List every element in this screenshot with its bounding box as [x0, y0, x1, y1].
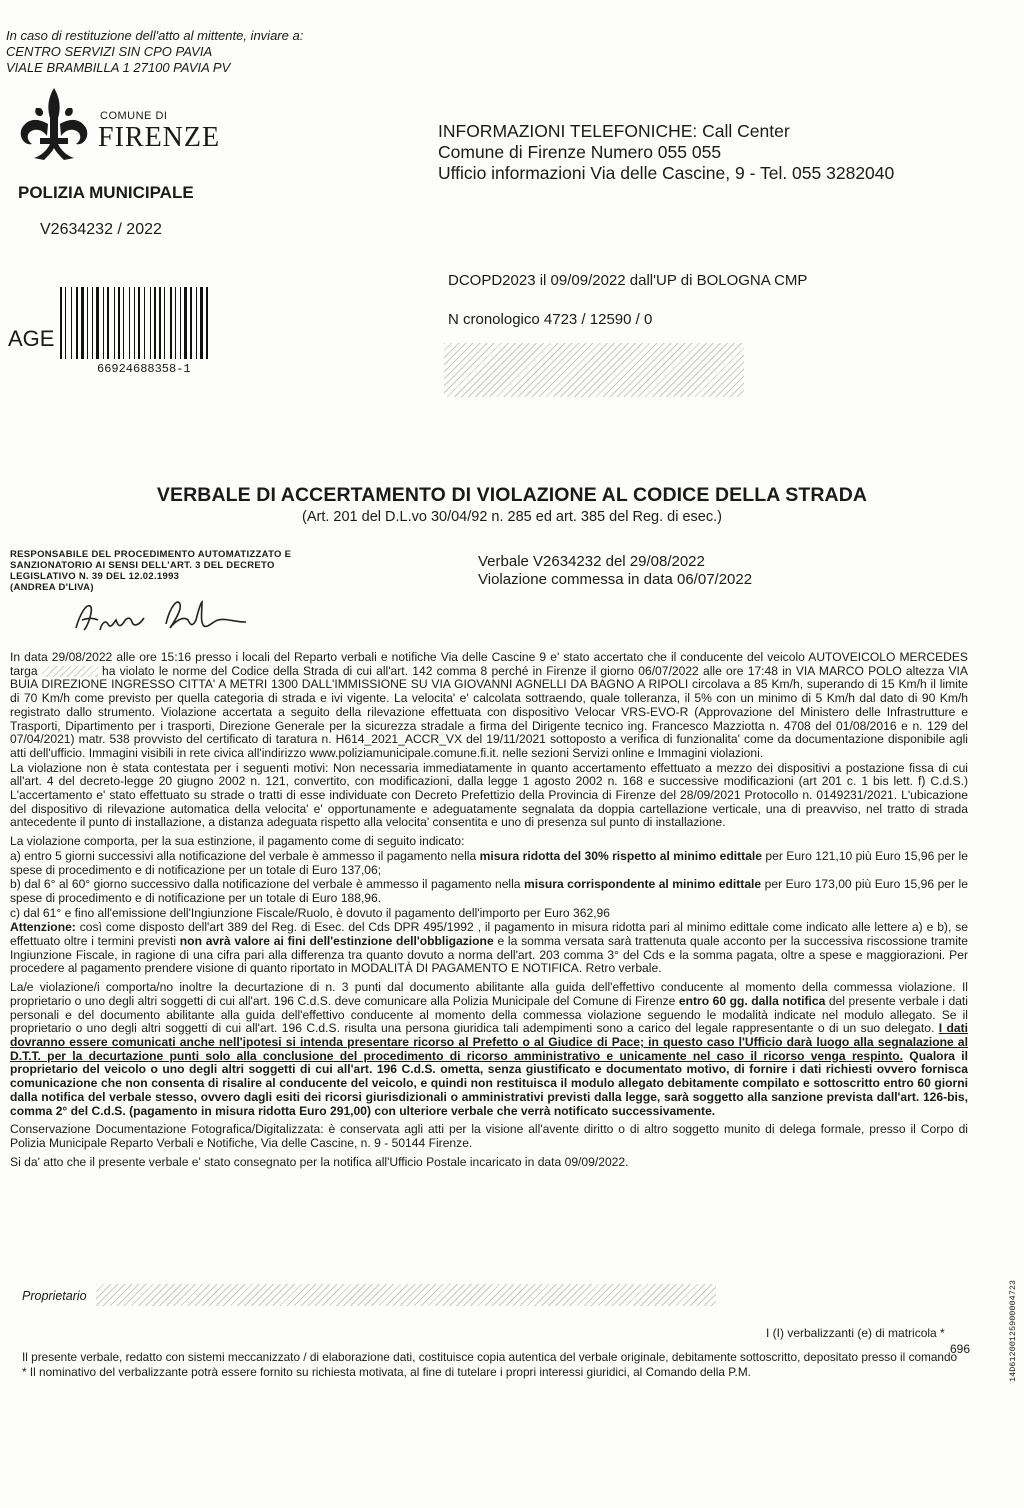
barcode-bar [114, 287, 115, 359]
document-title: VERBALE DI ACCERTAMENTO DI VIOLAZIONE AL CODICE DELLA STRADA [156, 484, 868, 506]
barcode-bar [110, 287, 113, 359]
barcode-bar [175, 287, 176, 359]
barcode-number: 66924688358-1 [97, 362, 191, 376]
officers-label: I (I) verbalizzanti (e) di matricola * [766, 1326, 945, 1340]
barcode-bar [71, 287, 72, 359]
barcode-bar [107, 287, 109, 359]
barcode-bar [198, 287, 199, 359]
document-subtitle: (Art. 201 del D.L.vo 30/04/92 n. 285 ed art. 385 del Reg. di esec.) [302, 509, 722, 525]
footer-note-1: Il presente verbale, redatto con sistemi meccanizzato / di elaborazione dati, costituisce copia autentica del verbale originale, debitamente sottoscritto, depositato presso il comando [22, 1350, 958, 1364]
barcode-bar [134, 287, 135, 359]
barcode-bar [94, 287, 95, 359]
barcode-bar [173, 287, 174, 359]
barcode-bar [63, 287, 64, 359]
signature [70, 592, 250, 638]
barcode-bar [152, 287, 153, 359]
barcode-bar [118, 287, 120, 359]
body-paragraph-1: In data 29/08/2022 alle ore 15:16 presso i locali del Reparto verbali e notifiche Via delle Cascine 9 e' stato accertato che il conducente del veicolo AUTOVEICOLO MERCEDES targa ha violato le norme del Codice della Strada di cui all'art. 142 comma 8 perché in Firenze il giorno 06/07/2022 alle ore 17:48 in VIA MARCO POLO altezza VIA BUIA DIREZIONE INGRESSO CITTA' A METRI 1300 DALL'IMMISSIONE SU VIA GIOVANNI AGNELLI DA BAGNO A RIPOLI circolava a 85 Km/h, superando di 15 Km/h il limite di 70 Km/h come previsto per quella categoria di strada e ivi vigente. La velocita' e' calcolata sottraendo, quale tolleranza, il 5% con un minimo di 5 Km/h dal dato di 90 Km/h registrato dallo strumento. Violazione accertata a seguito della rilevazione effettuata con dispositivo Velocar VRS-EVO-R (Approvazione del Ministero delle Infrastrutture e Trasporti, Dipartimento per i trasporti, Direzione Generale per la sicurezza stradale a firma del Dirigente tecnico ing. Francesco Mazziotta n. 4708 del 01/08/2016 e n. 129 del 07/04/2021) matr. 538 provvisto del certificato di taratura n. H614_2021_ACCR_VX del 19/11/2021 sottoposto a verifica di funzionalita' come da documentazione disponibile agli atti dell'ufficio. Immagini visibili in rete civica all'indirizzo www.poliziamunicipale.comune.fi.it. nelle sezioni Servizi online e Immagini violazioni. [10, 650, 968, 760]
barcode-bar [116, 287, 117, 359]
footer-note-2: * Il nominativo del verbalizzante potrà essere fornito su richiesta motivata, al fine di tutelare i propri interessi giuridici, al Comando della P.M. [22, 1364, 751, 1379]
payment-intro: La violazione comporta, per la sua estinzione, il pagamento come di seguito indicato: [10, 834, 465, 849]
barcode-bar [144, 287, 145, 359]
return-address [6, 28, 303, 76]
chronological-number: N cronologico 4723 / 12590 / 0 [448, 311, 653, 328]
body-paragraph-2: La violazione non è stata contestata per i seguenti motivi: Non necessaria immediatamente in quanto accertamento effettuato a mezzo dei dispositivi a postazione fissa di cui all'art. 4 del decreto-legge 20 giugno 2002 n. 121, convertito, con modificazioni, dalla legge 1 agosto 2002 n. 168 e successive modificazioni (art 201 c. 1 bis lett. f) C.d.S.) L'accertamento e' stato effettuato su strade o tratti di esse individuate con Decreto Prefettizio della Provincia di Firenze del 28/09/2021 Protocollo n. 0149231/2021. L'ubicazione del dispositivo di rilevazione automatica della velocita' e' opportunamente e adeguatamente segnalata da doppia cartellazione verticale, una di preavviso, nel tratto di strada antecedente il punto di installazione, a distanza adeguata rispetto alla velocita' consentita e uno di presenza sul punto di installazione. [10, 760, 968, 830]
logo-comune-di: COMUNE DI [100, 110, 168, 122]
barcode-bar [87, 287, 88, 359]
barcode-bar [159, 287, 161, 359]
barcode-bar [136, 287, 137, 359]
barcode-bar [76, 287, 78, 359]
barcode-bar [150, 287, 151, 359]
barcode-bar [206, 287, 208, 359]
barcode-bar [204, 287, 205, 359]
barcode-bar [67, 287, 70, 359]
phone-info [438, 121, 894, 184]
barcode-bar [92, 287, 93, 359]
responsible-officer [10, 549, 340, 593]
owner-label: Proprietario [22, 1289, 87, 1303]
barcode-bar [164, 287, 165, 359]
footer-notes [22, 1351, 980, 1380]
postal-delivery: Si da' atto che il presente verbale e' stato consegnato per la notifica all'Ufficio Postale incaricato in data 09/09/2022. [10, 1154, 629, 1169]
verbale-body [10, 651, 968, 1170]
badge-number: 696 [950, 1342, 971, 1356]
photo-documentation: Conservazione Documentazione Fotografica/Digitalizzata: è conservata agli atti per la visione all'avente diritto o di altro soggetto munito di delega formale, presso il Corpo di Polizia Municipale Reparto Verbali e Notifiche, Via delle Cascine, n. 9 - 50144 Firenze. [10, 1122, 968, 1150]
payment-option-b: b) dal 6° al 60° giorno successivo dalla notificazione del verbale è ammesso il pagamento nella misura corrispondente al minimo edittale per Euro 173,00 più Euro 15,96 per le spese di procedimento e di notificazione per un totale di Euro 188,96. [10, 877, 968, 905]
barcode-bar [105, 287, 106, 359]
phone-info-line-1: INFORMAZIONI TELEFONICHE: Call Center [438, 121, 790, 141]
barcode-bar [65, 287, 66, 359]
barcode-bar [138, 287, 140, 359]
responsible-line-2: SANZIONATORIO AI SENSI DELL'ART. 3 DEL DECRETO [10, 560, 275, 571]
payment-option-c: c) dal 61° e fino all'emissione dell'Ingiunzione Fiscale/Ruolo, è dovuto il pagamento dell'importo per Euro 362,96 [10, 905, 611, 920]
barcode-bar [182, 287, 183, 359]
barcode-bar [170, 287, 172, 359]
barcode-bar [100, 287, 102, 359]
fleur-de-lis-icon [14, 84, 94, 164]
return-address-intro: In caso di restituzione dell'atto al mittente, inviare a: [6, 28, 304, 43]
barcode-bar [141, 287, 143, 359]
barcode-bar [157, 287, 158, 359]
redacted-owner [96, 1284, 716, 1306]
barcode-bar [166, 287, 169, 359]
responsible-line-3: LEGISLATIVO N. 39 DEL 12.02.1993 [10, 571, 180, 582]
verbale-details [478, 553, 752, 589]
age-label: AGE [8, 326, 55, 351]
barcode-bar [81, 287, 84, 359]
redacted-plate [42, 666, 98, 677]
barcode-bar [129, 287, 130, 359]
logo-firenze: FIRENZE [98, 122, 221, 153]
barcode-bar [162, 287, 163, 359]
phone-info-line-3: Ufficio informazioni Via delle Cascine, 9 - Tel. 055 3282040 [438, 163, 895, 183]
barcode-bar [209, 287, 210, 359]
verbale-number: Verbale V2634232 del 29/08/2022 [478, 553, 705, 570]
department-name: POLIZIA MUNICIPALE [18, 183, 194, 202]
responsible-line-4: (ANDREA D'LIVA) [10, 582, 94, 593]
violation-date: Violazione commessa in data 06/07/2022 [478, 571, 753, 588]
barcode-bar [177, 287, 179, 359]
redacted-address-block [444, 343, 744, 397]
dcopd-reference: DCOPD2023 il 09/09/2022 dall'UP di BOLOGNA CMP [448, 272, 808, 289]
barcode-bar [154, 287, 156, 359]
points-deduction: La/e violazione/i comporta/no inoltre la decurtazione di n. 3 punti dal documento abilitante alla guida dell'effettivo conducente al momento della commessa violazione. Il proprietario o uno degli altri soggetti di cui all'art. 196 C.d.S. deve comunicare alla Polizia Municipale del Comune di Firenze entro 60 gg. dalla notifica del presente verbale i dati personali e del documento abilitante alla guida dell'effettivo conducente al momento della commessa violazione seguendo le modalità indicate nel modulo allegato. Se il proprietario o uno degli altri soggetti di cui all'art. 196 C.d.S. risulta una persona giuridica tali adempimenti sono a carico del legale rappresentante o di un suo delegato. I dati dovranno essere comunicati anche nell'ipotesi si intenda presentare ricorso al Prefetto o al Giudice di Pace; in questo caso l'Ufficio darà luogo alla segnalazione al D.T.T. per la decurtazione punti solo alla conclusione del procedimento di ricorso amministrativo e unicamente nel caso il ricorso venga respinto. Qualora il proprietario del veicolo o uno degli altri soggetti di cui all'art. 196 C.d.S. ometta, senza giustificato e documentato motivo, di fornire i dati richiesti ovvero fornisca comunicazione che non consenta di risalire al conducente del veicolo, e quindi non restituisca il modulo allegato debitamente compilato e sottoscritto entro 60 giorni dalla notifica del verbale stesso, ovvero dagli esiti dei ricorsi giurisdizionali o amministrativi previsti dalla legge, sarà soggetto alla sanzione prevista dall'art. 126-bis, comma 2° del C.d.S. (pagamento in misura ridotta Euro 291,00) con ulteriore verbale che verrà notificato successivamente. [10, 980, 968, 1118]
return-address-street: VIALE BRAMBILLA 1 27100 PAVIA PV [6, 60, 231, 75]
barcode-bar [180, 287, 181, 359]
barcode-bar [188, 287, 189, 359]
comune-firenze-logo [14, 84, 224, 164]
return-address-name: CENTRO SERVIZI SIN CPO PAVIA [6, 44, 213, 59]
barcode-bar [89, 287, 91, 359]
barcode-bar [193, 287, 195, 359]
barcode-bar [121, 287, 122, 359]
barcode-bar [123, 287, 124, 359]
barcode-bar [73, 287, 75, 359]
document-number: V2634232 / 2022 [40, 221, 162, 238]
phone-info-line-2: Comune di Firenze Numero 055 055 [438, 142, 722, 162]
barcode-bar [131, 287, 133, 359]
barcode-bar [96, 287, 99, 359]
barcode-bar [103, 287, 104, 359]
payment-option-a: a) entro 5 giorni successivi alla notificazione del verbale è ammesso il pagamento nella misura ridotta del 30% rispetto al minimo edittale per Euro 121,10 più Euro 15,96 per le spese di procedimento e di notificazione per un totale di Euro 137,06; [10, 848, 968, 877]
barcode-bar [200, 287, 203, 359]
barcode-bar [79, 287, 80, 359]
barcode-bar [146, 287, 149, 359]
attention-note: Attenzione: così come disposto dell'art 389 del Reg. di Esec. del Cds DPR 495/1992 , il pagamento in misura ridotta pari al minimo edittale come indicato alle lettere a) e b), se effettuato oltre i termini previsti non avrà valore ai fini dell'estinzione dell'obbligazione e la somma versata sarà trattenuta quale acconto per la successiva riscossione tramite Ingiunzione Fiscale, in ragione di una cifra pari alla differenza tra quanto dovuto a norma dell'art. 203 comma 3° del Cds e la somma pagata, oltre a spese e maggiorazioni. Per procedere al pagamento prendere visione di quanto riportato in MODALITÀ DI PAGAMENTO E NOTIFICA. Retro verbale. [10, 920, 968, 976]
barcode [60, 287, 250, 359]
side-code: 14D61200125900004723 [1008, 1279, 1018, 1382]
barcode-bar [125, 287, 128, 359]
responsible-line-1: RESPONSABILE DEL PROCEDIMENTO AUTOMATIZZATO E [10, 549, 292, 560]
barcode-bar [184, 287, 187, 359]
barcode-bar [85, 287, 86, 359]
barcode-bar [60, 287, 62, 359]
barcode-bar [190, 287, 192, 359]
barcode-bar [196, 287, 197, 359]
